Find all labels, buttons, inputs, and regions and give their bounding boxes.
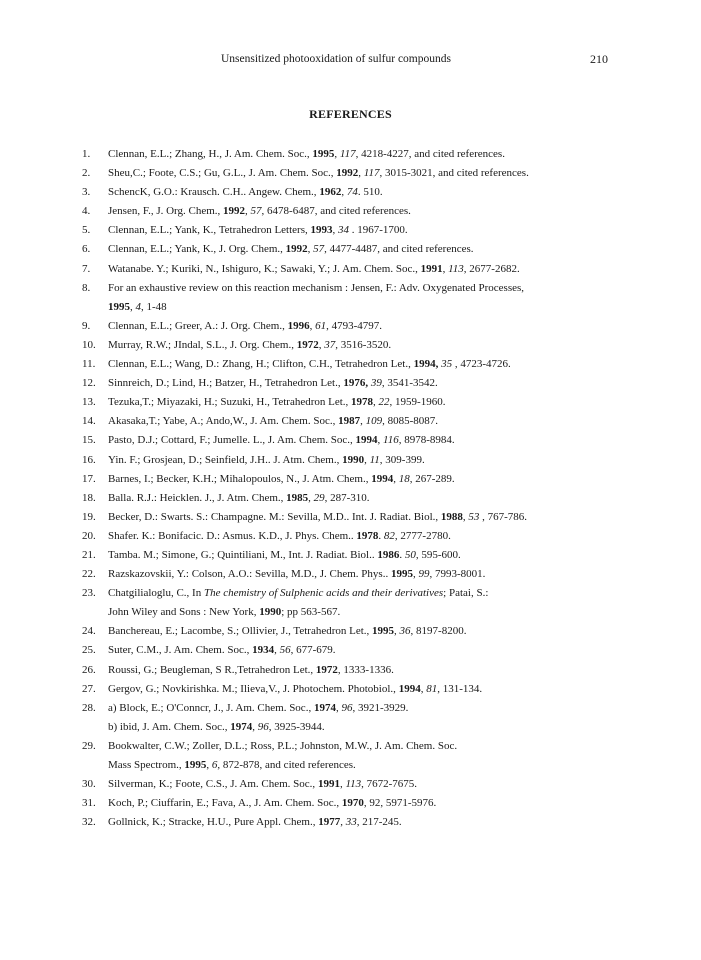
- reference-item: [82, 508, 642, 527]
- reference-item: [82, 183, 642, 202]
- reference-item: [82, 431, 642, 450]
- section-heading: REFERENCES: [309, 107, 392, 121]
- citation-volume: 57: [250, 205, 262, 218]
- citation-volume: 113: [345, 778, 362, 791]
- reference-number: 16.: [82, 453, 96, 466]
- citation-text: , 3516-3520.: [335, 338, 392, 351]
- reference-line: [108, 661, 642, 680]
- citation-text: Gergov, G.; Novkirishka. M.; Ilieva,V., J. Photochem. Photobiol.,: [108, 682, 399, 695]
- reference-line: [108, 794, 642, 813]
- citation-text: , 3015-3021, and cited references.: [379, 167, 529, 180]
- citation-text: , 677-679.: [290, 644, 336, 657]
- citation-text: , 3921-3929.: [352, 701, 409, 714]
- reference-text: [108, 794, 642, 813]
- reference-text: [108, 584, 642, 622]
- citation-text: Chatgilialoglu, C., In: [108, 587, 204, 600]
- citation-text: ; pp 563-567.: [281, 606, 341, 619]
- citation-text: Barnes, I.; Becker, K.H.; Mihalopoulos, N., J. Atm. Chem.,: [108, 472, 372, 485]
- citation-volume: 99: [418, 568, 430, 581]
- reference-line: [108, 680, 642, 699]
- citation-text: ; Patai, S.:: [443, 587, 489, 600]
- citation-text: ,: [332, 224, 338, 237]
- reference-text: [108, 164, 642, 183]
- citation-year: 1972: [315, 663, 338, 676]
- citation-text: Clennan, E.L.; Yank, K., J. Org. Chem.,: [108, 243, 286, 256]
- citation-year: 1995: [108, 300, 130, 313]
- citation-text: Roussi, G.; Beugleman, S R.,Tetrahedron Let.,: [108, 663, 316, 676]
- citation-text: Suter, C.M., J. Am. Chem. Soc.,: [108, 644, 253, 657]
- reference-item: [82, 240, 642, 259]
- reference-number: 20.: [82, 529, 96, 542]
- citation-text: Koch, P.; Ciuffarin, E.; Fava, A., J. Am. Chem. Soc.,: [108, 797, 342, 810]
- citation-text: Bookwalter, C.W.; Zoller, D.L.; Ross, P.L.; Johnston, M.W., J. Am. Chem. Soc.: [108, 739, 458, 752]
- reference-line: [108, 718, 642, 737]
- reference-number: 10.: [82, 338, 96, 351]
- citation-text: ,: [373, 396, 379, 409]
- citation-year: 1994: [371, 472, 394, 485]
- reference-item: [82, 775, 642, 794]
- reference-number: 29.: [82, 739, 96, 752]
- citation-volume: 96: [341, 701, 353, 714]
- citation-text: , 4477-4487, and cited references.: [324, 243, 474, 256]
- citation-text: Yin. F.; Grosjean, D.; Seinfield, J.H.. J. Atm. Chem.,: [108, 453, 343, 466]
- citation-year: 1990: [342, 453, 365, 466]
- citation-text: ,: [308, 491, 314, 504]
- reference-number: 27.: [82, 682, 96, 695]
- reference-number: 21.: [82, 548, 96, 561]
- citation-year: 1970: [341, 797, 364, 810]
- citation-year: 1992: [336, 167, 359, 180]
- citation-text: , 6478-6487, and cited references.: [261, 205, 411, 218]
- reference-item: [82, 527, 642, 546]
- reference-line: [108, 489, 642, 508]
- reference-text: [108, 240, 642, 259]
- reference-item: [82, 279, 642, 317]
- reference-line: [108, 412, 642, 431]
- reference-text: [108, 737, 642, 775]
- citation-text: SchencK, G.O.: Krausch. C.H.. Angew. Chem.,: [108, 186, 320, 199]
- reference-line: [108, 622, 642, 641]
- reference-item: [82, 221, 642, 240]
- citation-year: 1978: [356, 529, 379, 542]
- reference-text: [108, 183, 642, 202]
- citation-text: , 217-245.: [356, 816, 402, 829]
- reference-item: [82, 699, 642, 737]
- citation-text: ,: [339, 778, 346, 791]
- reference-line: [108, 508, 642, 527]
- reference-line: [108, 298, 642, 317]
- citation-volume: 37: [324, 338, 336, 351]
- citation-text: Sheu,C.; Foote, C.S.; Gu, G.L., J. Am. Chem. Soc.,: [108, 167, 337, 180]
- citation-text: , 7993-8001.: [429, 568, 486, 581]
- citation-text: , 872-878, and cited references.: [217, 759, 356, 771]
- reference-number: 23.: [82, 587, 96, 600]
- reference-item: [82, 355, 642, 374]
- citation-text: , 8978-8984.: [398, 434, 455, 447]
- citation-volume: 74: [346, 186, 358, 199]
- citation-volume: 117: [339, 148, 356, 160]
- citation-text: Balla. R.J.: Heicklen. J., J. Atm. Chem.,: [108, 491, 287, 504]
- reference-number: 18.: [82, 491, 96, 504]
- citation-year: 1974: [230, 720, 253, 733]
- citation-year: 1985: [286, 491, 309, 504]
- reference-text: [108, 279, 642, 317]
- reference-number: 1.: [82, 148, 91, 160]
- citation-text: ,: [318, 338, 325, 351]
- reference-line: [108, 775, 642, 794]
- reference-line: [108, 202, 642, 221]
- reference-line: [108, 546, 642, 565]
- citation-year: 1995: [372, 625, 395, 638]
- reference-line: [108, 641, 642, 660]
- reference-text: [108, 641, 642, 660]
- reference-item: [82, 546, 642, 565]
- reference-item: [82, 470, 642, 489]
- citation-volume: 29: [313, 491, 325, 504]
- citation-year: 1992: [285, 243, 308, 256]
- reference-item: [82, 164, 642, 183]
- reference-line: [108, 451, 642, 470]
- citation-year: 1976,: [343, 377, 369, 390]
- citation-volume: 113: [448, 262, 464, 275]
- citation-text: , 3925-3944.: [268, 720, 325, 733]
- reference-line: [108, 393, 642, 412]
- citation-volume: 18: [398, 472, 410, 485]
- citation-year: 1992: [223, 205, 246, 218]
- reference-item: [82, 489, 642, 508]
- citation-year: 1994,: [413, 358, 439, 371]
- reference-text: [108, 489, 642, 508]
- reference-text: [108, 221, 642, 240]
- reference-number: 24.: [82, 625, 96, 638]
- reference-item: [82, 336, 642, 355]
- reference-line: [108, 756, 642, 775]
- reference-text: [108, 680, 642, 699]
- citation-text: ,: [364, 453, 370, 466]
- citation-text: Murray, R.W.; JIndal, S.L., J. Org. Chem.,: [108, 338, 297, 351]
- citation-volume: 61: [315, 319, 327, 332]
- citation-text: , 4218-4227, and cited references.: [355, 148, 505, 160]
- citation-text: Tezuka,T.; Miyazaki, H.; Suzuki, H., Tetrahedron Let.,: [108, 396, 352, 409]
- citation-text: Clennan, E.L.; Zhang, H., J. Am. Chem. Soc.,: [108, 148, 313, 160]
- citation-text: , 309-399.: [379, 453, 425, 466]
- citation-text: Silverman, K.; Foote, C.S., J. Am. Chem. Soc.,: [108, 778, 318, 791]
- citation-text: , 8085-8087.: [382, 415, 439, 428]
- reference-line: [108, 260, 642, 279]
- reference-item: [82, 813, 642, 832]
- citation-text: Watanabe. Y.; Kuriki, N., Ishiguro, K.; Sawaki, Y.; J. Am. Chem. Soc.,: [108, 262, 421, 275]
- citation-text: ,: [420, 682, 427, 695]
- reference-item: [82, 412, 642, 431]
- citation-text: ,: [274, 644, 280, 657]
- reference-number: 17.: [82, 472, 96, 485]
- reference-text: [108, 145, 642, 164]
- reference-number: 12.: [82, 377, 96, 390]
- reference-item: [82, 260, 642, 279]
- citation-text: Banchereau, E.; Lacombe, S.; Ollivier, J., Tetrahedron Let.,: [108, 625, 373, 638]
- citation-volume: 34: [338, 224, 349, 237]
- reference-text: [108, 393, 642, 412]
- reference-line: [108, 336, 642, 355]
- citation-volume: 39: [370, 377, 382, 390]
- citation-text: , 1-48: [141, 300, 167, 313]
- reference-number: 2.: [82, 167, 91, 180]
- citation-volume: 6: [211, 759, 218, 771]
- reference-text: [108, 527, 642, 546]
- reference-number: 25.: [82, 644, 96, 657]
- citation-text: .: [399, 548, 405, 561]
- citation-text: Razskazovskii, Y.: Colson, A.O.: Sevilla, M.D., J. Chem. Phys..: [108, 568, 391, 581]
- citation-year: 1991: [420, 262, 443, 275]
- citation-volume: 116: [383, 434, 399, 447]
- citation-text: ,: [394, 625, 400, 638]
- citation-text: , 7672-7675.: [361, 778, 418, 791]
- reference-item: [82, 622, 642, 641]
- reference-item: [82, 737, 642, 775]
- citation-text: , 287-310.: [324, 491, 370, 504]
- reference-line: [108, 183, 642, 202]
- citation-text: Sinnreich, D.; Lind, H.; Batzer, H., Tetrahedron Let.,: [108, 377, 344, 390]
- citation-text: , 1959-1960.: [389, 396, 446, 409]
- reference-item: [82, 565, 642, 584]
- citation-year: 1990: [259, 606, 282, 619]
- citation-text: Mass Spectrom.,: [108, 759, 185, 771]
- citation-year: 1962: [319, 186, 342, 199]
- reference-number: 28.: [82, 701, 96, 714]
- reference-text: [108, 699, 642, 737]
- reference-number: 3.: [82, 186, 91, 199]
- citation-volume: 96: [257, 720, 269, 733]
- reference-text: [108, 431, 642, 450]
- citation-text: Tamba. M.; Simone, G.; Quintiliani, M., Int. J. Radiat. Biol..: [108, 548, 378, 561]
- reference-text: [108, 355, 642, 374]
- citation-volume: 56: [279, 644, 291, 657]
- reference-text: [108, 813, 642, 832]
- reference-line: [108, 240, 642, 259]
- citation-volume: 81: [426, 682, 438, 695]
- citation-text: ,: [412, 568, 419, 581]
- citation-text: , 2777-2780.: [394, 529, 451, 542]
- reference-number: 32.: [82, 816, 96, 829]
- citation-text: ,: [307, 243, 314, 256]
- citation-volume: 50: [404, 548, 416, 561]
- citation-text: , 131-134.: [437, 682, 483, 695]
- reference-line: [108, 470, 642, 489]
- citation-text: Becker, D.: Swarts. S.: Champagne. M.: Sevilla, M.D.. Int. J. Radiat. Biol.,: [108, 510, 441, 523]
- reference-line: [108, 737, 642, 756]
- reference-line: [108, 603, 642, 622]
- reference-number: 30.: [82, 778, 96, 791]
- citation-year: 1995: [390, 568, 413, 581]
- reference-text: [108, 451, 642, 470]
- citation-volume: 109: [365, 415, 383, 428]
- reference-number: 19.: [82, 510, 96, 523]
- reference-line: [108, 584, 642, 603]
- citation-text: ,: [309, 319, 316, 332]
- reference-line: [108, 355, 642, 374]
- citation-text: ,: [393, 472, 399, 485]
- citation-year: 1995: [184, 759, 207, 771]
- reference-item: [82, 680, 642, 699]
- citation-text: . 510.: [357, 186, 383, 199]
- citation-volume: 82: [383, 529, 395, 542]
- citation-year: 1993: [310, 224, 333, 237]
- citation-text: Jensen, F., J. Org. Chem.,: [108, 205, 224, 218]
- citation-text: Clennan, E.L.; Greer, A.: J. Org. Chem.,: [108, 319, 288, 332]
- reference-line: [108, 221, 642, 240]
- reference-item: [82, 374, 642, 393]
- citation-text: , 1333-1336.: [337, 663, 394, 676]
- citation-year: 1972: [296, 338, 319, 351]
- reference-text: [108, 317, 642, 336]
- citation-text: Clennan, E.L.; Wang, D.: Zhang, H.; Clifton, C.H., Tetrahedron Let.,: [108, 358, 414, 371]
- citation-volume: 4: [135, 300, 141, 313]
- reference-line: [108, 374, 642, 393]
- citation-year: 1974: [313, 701, 336, 714]
- reference-item: [82, 661, 642, 680]
- citation-text: Clennan, E.L.; Yank, K., Tetrahedron Letters,: [108, 224, 311, 237]
- reference-number: 5.: [82, 224, 91, 237]
- reference-item: [82, 202, 642, 221]
- reference-text: [108, 336, 642, 355]
- reference-text: [108, 622, 642, 641]
- citation-text: ,: [335, 701, 342, 714]
- citation-year: 1996: [287, 319, 310, 332]
- reference-number: 31.: [82, 797, 96, 810]
- citation-volume: The chemistry of Sulphenic acids and their derivatives: [203, 587, 444, 600]
- citation-year: 1991: [317, 778, 340, 791]
- reference-number: 8.: [82, 281, 91, 294]
- reference-item: [82, 451, 642, 470]
- citation-text: , 767-786.: [479, 510, 528, 523]
- reference-number: 11.: [82, 358, 96, 371]
- reference-text: [108, 374, 642, 393]
- citation-text: ,: [462, 510, 469, 523]
- reference-text: [108, 202, 642, 221]
- reference-line: [108, 145, 642, 164]
- citation-volume: 11: [369, 453, 380, 466]
- citation-text: ,: [340, 816, 346, 829]
- page-number: 210: [590, 52, 608, 66]
- citation-year: 1977: [318, 816, 341, 829]
- citation-volume: 36: [399, 625, 411, 638]
- reference-line: [108, 164, 642, 183]
- citation-text: ,: [377, 434, 384, 447]
- reference-line: [108, 565, 642, 584]
- citation-text: , 2677-2682.: [463, 262, 520, 275]
- citation-text: For an exhaustive review on this reaction mechanism : Jensen, F.: Adv. Oxygenated Processes,: [108, 281, 525, 294]
- citation-text: Shafer. K.: Bonifacic. D.: Asmus. K.D., J. Phys. Chem..: [108, 529, 357, 542]
- reference-line: [108, 699, 642, 718]
- reference-line: [108, 527, 642, 546]
- citation-text: , 595-600.: [415, 548, 461, 561]
- reference-line: [108, 431, 642, 450]
- citation-text: ,: [334, 148, 340, 160]
- citation-text: , 267-289.: [409, 472, 455, 485]
- citation-year: 1988: [440, 510, 463, 523]
- reference-text: [108, 661, 642, 680]
- citation-year: 1978: [351, 396, 374, 409]
- citation-year: 1994: [355, 434, 378, 447]
- citation-text: . 1967-1700.: [349, 224, 408, 237]
- citation-year: 1987: [338, 415, 361, 428]
- reference-text: [108, 412, 642, 431]
- citation-text: ,: [360, 415, 366, 428]
- reference-item: [82, 584, 642, 622]
- reference-number: 13.: [82, 396, 96, 409]
- citation-text: ,: [341, 186, 347, 199]
- reference-number: 6.: [82, 243, 91, 256]
- citation-year: 1994: [398, 682, 421, 695]
- reference-text: [108, 470, 642, 489]
- reference-text: [108, 508, 642, 527]
- citation-text: .: [378, 529, 384, 542]
- citation-text: , 92, 5971-5976.: [363, 797, 437, 810]
- citation-text: b) ibid, J. Am. Chem. Soc.,: [108, 720, 231, 733]
- citation-text: ,: [130, 300, 136, 313]
- reference-line: [108, 813, 642, 832]
- reference-item: [82, 393, 642, 412]
- citation-text: a) Block, E.; O'Conncr, J., J. Am. Chem. Soc.,: [108, 701, 314, 714]
- reference-number: 15.: [82, 434, 96, 447]
- reference-item: [82, 145, 642, 164]
- reference-text: [108, 775, 642, 794]
- citation-volume: 117: [363, 167, 380, 180]
- reference-line: [108, 317, 642, 336]
- reference-item: [82, 641, 642, 660]
- reference-number: 26.: [82, 663, 96, 676]
- reference-text: [108, 546, 642, 565]
- reference-text: [108, 260, 642, 279]
- citation-volume: 22: [378, 396, 390, 409]
- citation-volume: 57: [313, 243, 325, 256]
- citation-text: , 4723-4726.: [452, 358, 511, 371]
- reference-text: [108, 565, 642, 584]
- reference-number: 14.: [82, 415, 96, 428]
- citation-text: , 8197-8200.: [410, 625, 467, 638]
- citation-volume: 33: [345, 816, 357, 829]
- reference-number: 4.: [82, 205, 91, 218]
- citation-volume: 35: [441, 358, 453, 371]
- citation-text: ,: [358, 167, 364, 180]
- reference-number: 22.: [82, 568, 96, 581]
- reference-line: [108, 279, 642, 298]
- citation-text: , 4793-4797.: [326, 319, 383, 332]
- citation-text: Akasaka,T.; Yabe, A.; Ando,W., J. Am. Chem. Soc.,: [108, 415, 339, 428]
- reference-list: [82, 145, 642, 832]
- reference-number: 7.: [82, 262, 91, 275]
- citation-text: , 3541-3542.: [381, 377, 438, 390]
- reference-item: [82, 317, 642, 336]
- running-title: Unsensitized photooxidation of sulfur compounds: [221, 53, 451, 65]
- citation-text: Gollnick, K.; Stracke, H.U., Pure Appl. Chem.,: [108, 816, 319, 829]
- citation-text: ,: [206, 759, 212, 771]
- citation-text: ,: [245, 205, 251, 218]
- citation-year: 1995: [312, 148, 335, 160]
- citation-text: Pasto, D.J.; Cottard, F.; Jumelle. L., J. Am. Chem. Soc.,: [108, 434, 356, 447]
- citation-year: 1986: [377, 548, 400, 561]
- reference-number: 9.: [82, 319, 91, 332]
- citation-year: 1934: [252, 644, 275, 657]
- citation-text: John Wiley and Sons : New York,: [108, 606, 260, 619]
- citation-text: ,: [442, 262, 449, 275]
- citation-text: ,: [252, 720, 258, 733]
- citation-volume: 53: [468, 510, 480, 523]
- reference-item: [82, 794, 642, 813]
